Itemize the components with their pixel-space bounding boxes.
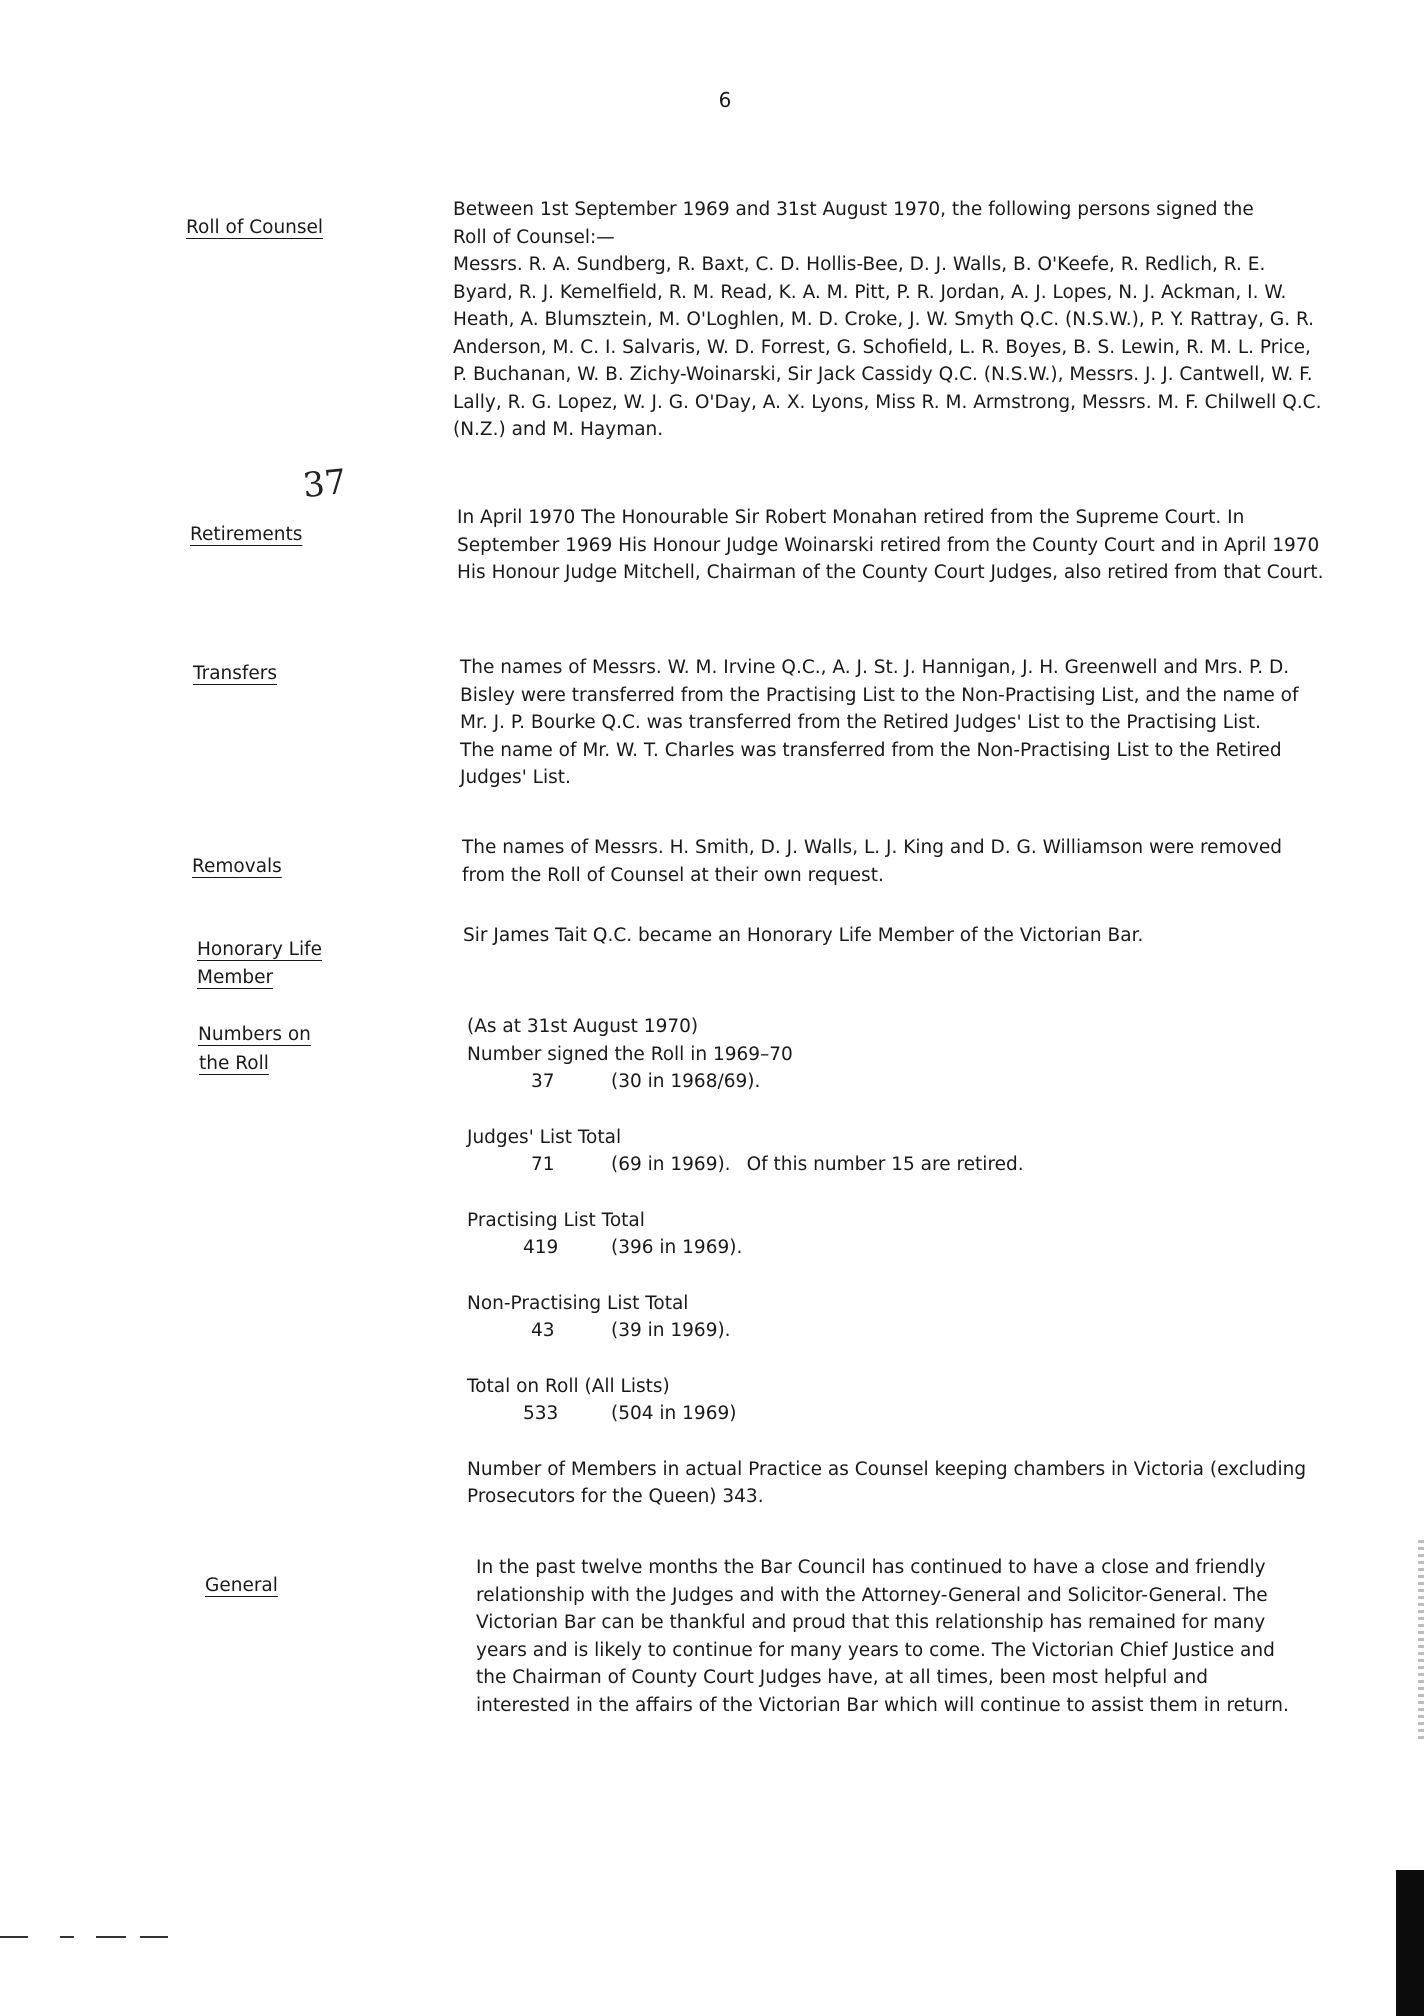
honorary-life-member-label-1: Honorary Life	[197, 939, 322, 960]
stat-judges-title: Judges' List Total	[467, 1126, 622, 1148]
scan-edge-artifact	[1418, 1540, 1424, 1740]
scan-margin-marks	[0, 1932, 170, 1944]
removals-text: The names of Messrs. H. Smith, D. J. Walls, L. J. King and D. G. Williamson were removed from the Roll of Counsel at their own request.	[462, 837, 1282, 886]
stat-signed-title: Number signed the Roll in 1969–70	[467, 1043, 793, 1065]
retirements-body	[457, 504, 1327, 587]
stat-total-previous: (504 in 1969)	[611, 1403, 737, 1424]
handwritten-note: 37	[301, 461, 349, 507]
scan-border-artifact	[1396, 1870, 1424, 2016]
stat-actual-practice-text: Number of Members in actual Practice as Counsel keeping chambers in Victoria (excluding Prosecutors for the Queen) 343.	[467, 1458, 1307, 1507]
roll-of-counsel-intro: Between 1st September 1969 and 31st August 1970, the following persons signed the Roll of Counsel:—	[453, 199, 1254, 248]
roll-of-counsel-body	[453, 196, 1328, 444]
as-at-date: (As at 31st August 1970)	[467, 1016, 699, 1037]
stat-practising-previous: (396 in 1969).	[611, 1237, 743, 1258]
honorary-life-member-text: Sir James Tait Q.C. became an Honorary Life Member of the Victorian Bar.	[463, 925, 1144, 946]
stat-non-practising-title: Non-Practising List Total	[467, 1292, 689, 1314]
retirements-label: Retirements	[190, 524, 303, 545]
stat-total	[467, 1373, 1327, 1428]
transfers-text-2: The name of Mr. W. T. Charles was transferred from the Non-Practising List to the Retired Judges' List.	[460, 739, 1282, 788]
stat-non-practising	[467, 1290, 1327, 1345]
stat-judges	[467, 1124, 1327, 1179]
stat-practising-title: Practising List Total	[467, 1209, 645, 1231]
stat-non-practising-previous: (39 in 1969).	[611, 1320, 731, 1341]
page-number: 6	[718, 88, 732, 112]
transfers-label: Transfers	[193, 663, 278, 684]
stat-judges-note: Of this number 15 are retired.	[746, 1154, 1024, 1175]
stat-actual-practice	[467, 1456, 1307, 1511]
numbers-on-roll-label-1: Numbers on	[198, 1024, 311, 1045]
stat-signed-value: 37	[531, 1071, 555, 1092]
retirements-text: In April 1970 The Honourable Sir Robert Monahan retired from the Supreme Court. In September 1969 His Honour Judge Woinarski retired from the County Court and in April 1970 His Honour Judge Mitchell, Chairman of the County Court Judges, also retired from that Court.	[457, 507, 1324, 583]
general-label: General	[205, 1575, 278, 1596]
numbers-on-roll-label-2: the Roll	[199, 1053, 269, 1074]
honorary-life-member-label-2: Member	[197, 967, 274, 988]
stat-signed	[467, 1013, 1327, 1096]
stat-judges-value: 71	[531, 1154, 555, 1175]
stat-judges-previous: (69 in 1969).	[611, 1154, 731, 1175]
honorary-life-member-body	[463, 922, 1343, 950]
numbers-on-roll-body	[467, 1013, 1327, 1511]
roll-of-counsel-names: Messrs. R. A. Sundberg, R. Baxt, C. D. Hollis-Bee, D. J. Walls, B. O'Keefe, R. Redlich, R. E. Byard, R. J. Kemelfield, R. M. Read, K. A. M. Pitt, P. R. Jordan, A. J. Lopes, N. J. Ackman, I. W. Heath, A. Blumsztein, M. O'Loghlen, M. D. Croke, J. W. Smyth Q.C. (N.S.W.), P. Y. Rattray, G. R. Anderson, M. C. I. Salvaris, W. D. Forrest, G. Schofield, L. R. Boyes, B. S. Lewin, R. M. L. Price, P. Buchanan, W. B. Zichy-Woinarski, Sir Jack Cassidy Q.C. (N.S.W.), Messrs. J. J. Cantwell, W. F. Lally, R. G. Lopez, W. J. G. O'Day, A. X. Lyons, Miss R. M. Armstrong, Messrs. M. F. Chilwell Q.C. (N.Z.) and M. Hayman.	[453, 254, 1322, 440]
stat-non-practising-value: 43	[531, 1320, 555, 1341]
transfers-text-1: The names of Messrs. W. M. Irvine Q.C., A. J. St. J. Hannigan, J. H. Greenwell and Mrs. P. D. Bisley were transferred from the Practising List to the Non-Practising List, and the name of Mr. J. P. Bourke Q.C. was transferred from the Retired Judges' List to the Practising List.	[460, 657, 1299, 733]
removals-body	[462, 834, 1282, 889]
stat-practising	[467, 1207, 1327, 1262]
removals-label: Removals	[192, 856, 282, 877]
stat-total-value: 533	[523, 1403, 559, 1424]
stat-total-title: Total on Roll (All Lists)	[467, 1375, 670, 1397]
roll-of-counsel-label: Roll of Counsel	[186, 217, 324, 238]
stat-practising-value: 419	[523, 1237, 559, 1258]
stat-signed-previous: (30 in 1968/69).	[611, 1071, 761, 1092]
general-text: In the past twelve months the Bar Council has continued to have a close and friendly relationship with the Judges and with the Attorney-General and Solicitor-General. The Victorian Bar can be thankful and proud that this relationship has remained for many years and is likely to continue for many years to come. The Victorian Chief Justice and the Chairman of County Court Judges have, at all times, been most helpful and interested in the affairs of the Victorian Bar which will continue to assist them in return.	[476, 1557, 1289, 1716]
general-body	[476, 1554, 1306, 1719]
transfers-body	[460, 654, 1300, 792]
